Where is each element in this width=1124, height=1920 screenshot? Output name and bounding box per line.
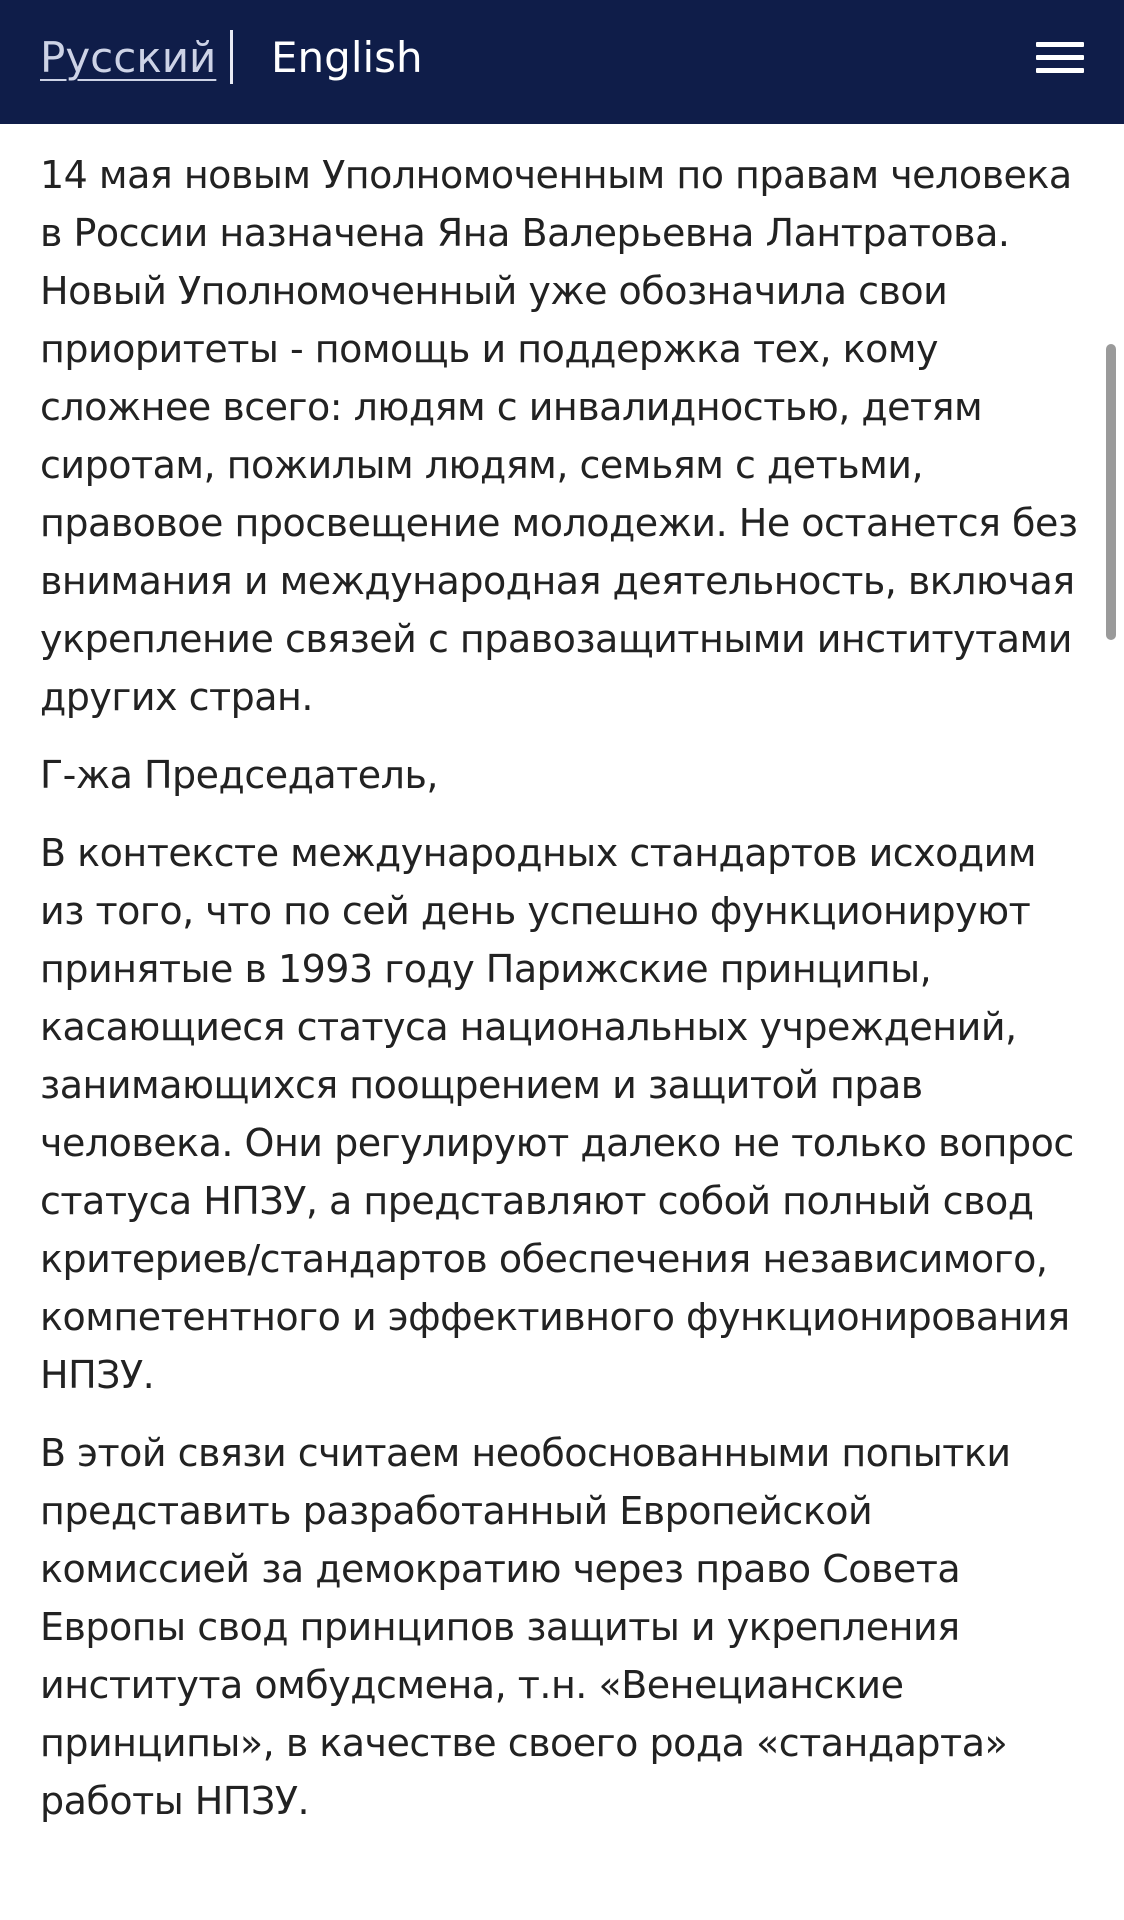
article-paragraph: 14 мая новым Уполномоченным по правам человека в России назначена Яна Валерьевна Лантратова. Новый Уполномоченный уже обозначила свои приоритеты - помощь и поддержка тех, кому сложнее всего: людям с инвалидностью, детям сиротам, пожилым людям, семьям с детьми, правовое просвещение молодежи. Не останется без внимания и международная деятельность, включая укрепление связей с правозащитными институтами других стран. bbox=[40, 153, 1078, 719]
language-link-english[interactable]: English bbox=[271, 33, 423, 82]
top-navigation-bar bbox=[0, 0, 1124, 124]
language-divider bbox=[230, 30, 233, 84]
menu-line bbox=[1036, 68, 1084, 73]
menu-line bbox=[1036, 55, 1084, 60]
menu-line bbox=[1036, 42, 1084, 47]
article-paragraph: В контексте международных стандартов исходим из того, что по сей день успешно функционируют принятые в 1993 году Парижские принципы, касающиеся статуса национальных учреждений, занимающихся поощрением и защитой прав человека. Они регулируют далеко не только вопрос статуса НПЗУ, а представляют собой полный свод критериев/стандартов обеспечения независимого, компетентного и эффективного функционирования НПЗУ. bbox=[40, 831, 1074, 1397]
scrollbar-thumb[interactable] bbox=[1106, 344, 1116, 640]
article-paragraph: В этой связи считаем необоснованными попытки представить разработанный Европейской комиссией за демократию через право Совета Европы свод принципов защиты и укрепления института омбудсмена, т.н. «Венецианские принципы», в качестве своего рода «стандарта» работы НПЗУ. bbox=[40, 1431, 1011, 1823]
language-link-russian[interactable]: Русский bbox=[40, 33, 217, 82]
article-body bbox=[40, 146, 1080, 1850]
article-paragraph: Г-жа Председатель, bbox=[40, 753, 438, 797]
hamburger-menu-icon[interactable] bbox=[1036, 40, 1084, 76]
